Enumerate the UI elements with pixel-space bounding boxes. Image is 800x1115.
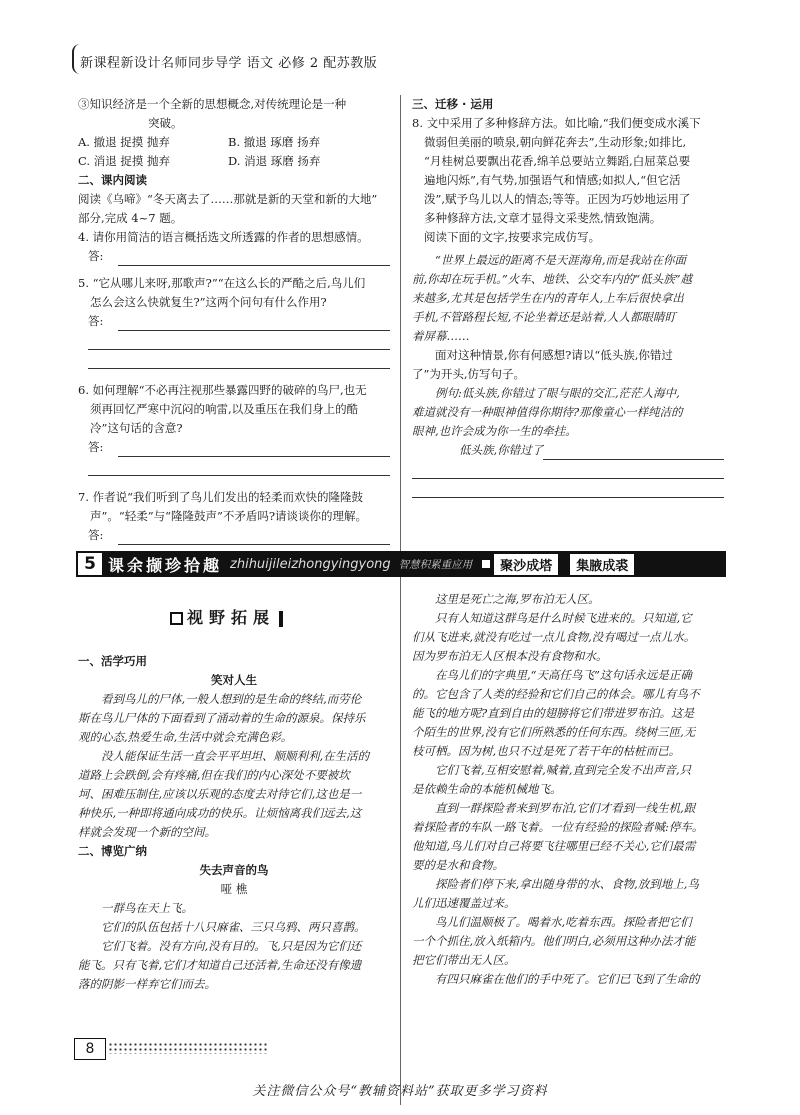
essay2-line: 它们的队伍包括十八只麻雀、三只乌鸦、两只喜鹊。: [101, 920, 366, 934]
essay2-line: 一群鸟在天上飞。: [101, 901, 193, 915]
answer-underline: [118, 312, 390, 331]
reading-intro-1: 阅读《乌啼》“冬天离去了……那就是新的天堂和新的大地”: [78, 192, 378, 206]
task-line-2: 了”为开头,仿写句子。: [412, 367, 526, 381]
essay2-line: 它们飞着。没有方向,没有目的。飞,只是因为它们还: [101, 939, 362, 953]
banner-slogan: 智慧积累重应用: [398, 558, 473, 571]
answer-underline[interactable]: [412, 479, 724, 498]
view-title-text: 视野拓展: [187, 608, 276, 627]
column-divider: [400, 95, 401, 1105]
option-d: D. 消退 琢磨 扬弃: [228, 154, 321, 168]
essay2-line: 有四只麻雀在他们的手中死了。它们已飞到了生命的: [435, 972, 700, 986]
left-column: [78, 95, 390, 564]
essay2-line: 因为罗布泊无人区根本没有食物和水。: [412, 649, 608, 663]
question-7-line-2: 声”。“轻柔”与“隆隆鼓声”不矛盾吗?请谈谈你的理解。: [90, 509, 368, 523]
answer-label: 答:: [88, 249, 104, 263]
square-icon: [170, 612, 183, 625]
question-6-line-2: 须再回忆严寒中沉闷的响雷,以及重压在我们身上的酷: [90, 402, 359, 416]
question-6-line-3: 冷”这句话的含意?: [90, 421, 183, 435]
essay2-line: 能飞的地方呢?直到自由的翅膀将它们带进罗布泊。这是: [412, 706, 695, 720]
essay2-line: 们从飞进来,就没有吃过一点儿食物,没有喝过一点儿水。: [412, 630, 696, 644]
options-row-2: [78, 152, 390, 171]
banner-number: 5: [78, 553, 102, 575]
answer-underline[interactable]: [412, 460, 724, 479]
answer-underline[interactable]: [88, 350, 390, 369]
section-banner: [76, 551, 726, 577]
example-line-1: 例句:低头族,你错过了眼与眼的交汇,茫茫人海中,: [435, 386, 680, 400]
answer-line-6[interactable]: [88, 438, 390, 457]
page-number: 8: [74, 1038, 106, 1060]
question-5-line-1: 5. “它从哪儿来呀,那歌声?”“在这么长的严酷之后,鸟儿们: [78, 276, 366, 290]
essay2-line: 直到一群探险者来到罗布泊,它们才看到一线生机,跟: [435, 801, 696, 815]
quote-line-2: 前,你却在玩手机。”火车、地铁、公交车内的“低头族”越: [412, 272, 693, 286]
essay2-line: 是依赖生命的本能机械地飞。: [412, 782, 562, 796]
q8-line-4: 遍地闪烁”,有气势,加强语气和情感;如拟人,“但它活: [424, 173, 681, 187]
prompt-text: 低头族,你错过了: [459, 443, 544, 457]
option-c: C. 消退 捉摸 抛弃: [78, 154, 171, 168]
essay2-line: 儿们迅速覆盖过来。: [412, 896, 516, 910]
banner-title: 课余撷珍拾趣: [108, 555, 223, 575]
lower-left-column: [78, 652, 390, 994]
answer-line-7[interactable]: [88, 526, 390, 545]
essay1-line: 斯在鸟儿尸体的下面看到了涌动着的生命的源泉。保持乐: [78, 711, 366, 725]
essay2-line: 这里是死亡之海,罗布泊无人区。: [435, 592, 600, 606]
quote-line-4: 手机,不管路程长短,不论坐着还是站着,人人都眼睛盯: [412, 310, 676, 324]
essay2-line: 的。它包含了人类的经验和它们自己的体会。哪儿有鸟不: [412, 687, 700, 701]
banner-square-icon: [482, 560, 490, 568]
section-heading-2: 二、课内阅读: [78, 173, 147, 187]
question-5-line-2: 怎么会这么快就复生?”这两个问句有什么作用?: [90, 295, 327, 309]
essay2-line: 着探险者的车队一路飞着。一位有经验的探险者喊:停车。: [412, 820, 704, 834]
task-line-1: 面对这种情景,你有何感想?请以“低头族,你错过: [435, 348, 673, 362]
answer-label: 答:: [88, 440, 104, 454]
q3-text-cont: 突破。: [148, 116, 183, 130]
example-line-3: 眼神,也许会成为你一生的牵挂。: [412, 424, 577, 438]
essay1-line: 样就会发现一个新的空间。: [78, 825, 216, 839]
bar-icon: [279, 611, 283, 627]
section-heading-3: 三、迁移 · 运用: [412, 97, 494, 111]
essay2-line: 要的是水和食物。: [412, 858, 504, 872]
essay1-line: 种快乐,一种即将通向成功的快乐。让烦恼离我们远去,这: [78, 806, 362, 820]
essay2-line: 把它们带出无人区。: [412, 953, 516, 967]
essay1-line: 坷、困难压制住,应该以乐观的态度去对待它们,这也是一: [78, 787, 362, 801]
quote-line-1: “世界上最远的距离不是天涯海角,而是我站在你面: [435, 253, 687, 267]
answer-underline: [118, 526, 390, 545]
essay2-line: 枝可栖。因为树,也只不过是死了若干年的枯桩而已。: [412, 744, 681, 758]
essay2-line: 个陌生的世界,没有它们所熟悉的任何东西。绕树三匝,无: [412, 725, 696, 739]
answer-line-4[interactable]: [88, 247, 390, 266]
question-7-line-1: 7. 作者说“我们听到了鸟儿们发出的轻柔而欢快的隆隆鼓: [78, 490, 364, 504]
answer-underline[interactable]: [88, 457, 390, 476]
answer-underline: [118, 247, 390, 266]
option-a: A. 撤退 捉摸 抛弃: [78, 135, 170, 149]
essay2-line: 落的阴影一样弃它们而去。: [78, 977, 216, 991]
essay1-title: 笑对人生: [211, 673, 257, 687]
essay2-author: 哑 樵: [220, 882, 248, 896]
right-column: [412, 95, 724, 498]
option-b: B. 撤退 琢磨 扬弃: [228, 135, 321, 149]
essay2-line: 能飞。只有飞着,它们才知道自己还活着,生命还没有像遗: [78, 958, 362, 972]
view-title: [170, 605, 283, 628]
answer-underline: [543, 441, 724, 460]
essay1-line: 看到鸟儿的尸体,一般人想到的是生命的终结,而劳伦: [101, 692, 362, 706]
essay2-line: 只有人知道这群鸟是什么时候飞进来的。只知道,它: [435, 611, 692, 625]
reading-intro-2: 部分,完成 4~7 题。: [78, 211, 183, 225]
quote-line-5: 着屏幕……: [412, 329, 470, 343]
q8-line-6: 多种修辞方法,文章才显得文采斐然,情致饱满。: [424, 211, 662, 225]
section-heading-lower-1: 一、活学巧用: [78, 654, 147, 668]
essay2-title: 失去声音的鸟: [199, 863, 269, 877]
answer-line-5[interactable]: [88, 312, 390, 331]
q8-line-5: 泼”,赋予鸟儿以人的情态;等等。正因为巧妙地运用了: [424, 192, 691, 206]
question-4: 4. 请你用简洁的语言概括选文所透露的作者的思想感情。: [78, 230, 369, 244]
quote-line-3: 来越多,尤其是包括学生在内的青年人,上车后很快拿出: [412, 291, 684, 305]
essay2-line: 鸟儿们温顺极了。喝着水,吃着东西。探险者把它们: [435, 915, 692, 929]
lower-right-column: [412, 590, 724, 989]
answer-underline[interactable]: [88, 331, 390, 350]
prompt-answer-line[interactable]: [412, 441, 724, 460]
page-number-dots: [108, 1042, 268, 1054]
q8-line-3: “月桂树总要飘出花香,绵羊总要站立舞蹈,白屈菜总要: [424, 154, 691, 168]
essay1-line: 没人能保证生活一直会平平坦坦、顺顺利利,在生活的: [101, 749, 370, 763]
essay1-line: 道路上会跌倒,会有疼痛,但在我们的内心深处不要被坎: [78, 768, 350, 782]
banner-box-1: 聚沙成塔: [494, 554, 562, 575]
options-row-1: [78, 133, 390, 152]
essay2-line: 它们飞着,互相安慰着,喊着,直到完全发不出声音,只: [435, 763, 692, 777]
section-heading-lower-2: 二、博览广纳: [78, 844, 147, 858]
q8-line-1: 8. 文中采用了多种修辞方法。如比喻,“我们便变成水溪下: [412, 116, 701, 130]
q8-line-7: 阅读下面的文字,按要求完成仿写。: [424, 230, 601, 244]
essay2-line: 他知道,鸟儿们对自己将要飞往哪里已经不关心,它们最需: [412, 839, 696, 853]
page-header: 新课程新设计名师同步导学 语文 必修 2 配苏教版: [80, 56, 378, 71]
essay1-line: 观的心态,热爱生命,生活中就会充满色彩。: [78, 730, 293, 744]
footer-note: 关注微信公众号“教辅资料站”获取更多学习资料: [252, 1084, 548, 1099]
banner-box-2: 集腋成裘: [570, 554, 638, 575]
essay2-line: 探险者们停下来,拿出随身带的水、食物,放到地上,鸟: [435, 877, 699, 891]
answer-underline: [118, 438, 390, 457]
question-6-line-1: 6. 如何理解“不必再注视那些暴露四野的破碎的鸟尸,也无: [78, 383, 367, 397]
answer-label: 答:: [88, 314, 104, 328]
q3-text: ③知识经济是一个全新的思想概念,对传统理论是一种: [78, 97, 347, 111]
banner-pinyin: zhihuijileizhongyingyong: [230, 556, 391, 572]
example-line-2: 难道就没有一种眼神值得你期待?那像童心一样纯洁的: [412, 405, 683, 419]
essay2-line: 一个个抓住,放入纸箱内。他们明白,必须用这种办法才能: [412, 934, 696, 948]
answer-label: 答:: [88, 528, 104, 542]
q8-line-2: 微弱但美丽的喷泉,朝向鲜花奔去”,生动形象;如排比,: [424, 135, 687, 149]
essay2-line: 在鸟儿们的字典里,“天高任鸟飞”这句话永远是正确: [435, 668, 692, 682]
